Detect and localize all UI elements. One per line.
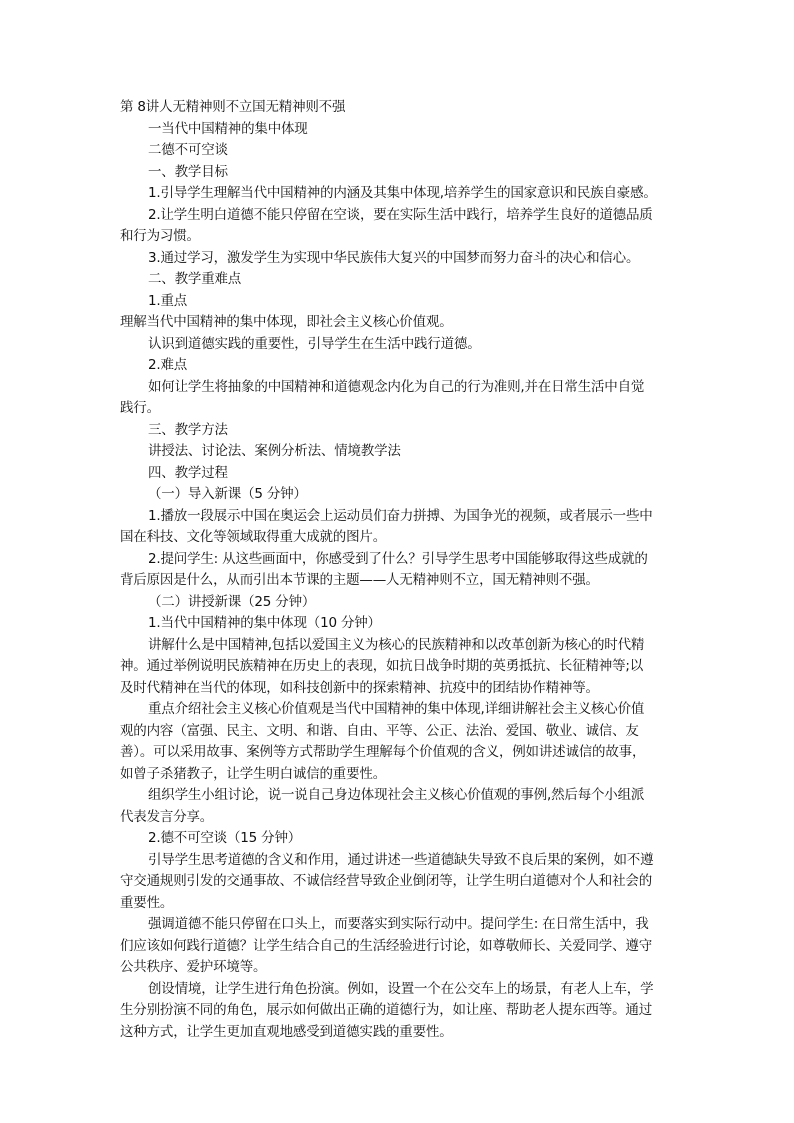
- subheading-intro: （一）导入新课（5 分钟）: [148, 486, 307, 502]
- topic-2-para-3-cont-a: 生分别扮演不同的角色，展示如何做出正确的道德行为，如让座、帮助老人提东西等。通过: [120, 1002, 652, 1018]
- topic-1-para-1: 讲解什么是中国精神,包括以爱国主义为核心的民族精神和以改革创新为核心的时代精: [148, 636, 645, 653]
- topic-1-para-2-cont-c: 如曾子杀猪教子，让学生明白诚信的重要性。: [120, 765, 386, 782]
- topic-1-para-3-cont: 代表发言分享。: [120, 808, 214, 825]
- subtitle-1: 一当代中国精神的集中体现: [148, 120, 308, 137]
- topic-2-para-2-cont-b: 公共秩序、爱护环境等。: [120, 959, 267, 975]
- topic-2-para-3-cont-b: 这种方式，让学生更加直观地感受到道德实践的重要性。: [120, 1023, 453, 1040]
- objective-3: 3.通过学习，激发学生为实现中华民族伟大复兴的中国梦而努力奋斗的决心和信心。: [148, 249, 640, 266]
- topic-2-para-1: 引导学生思考道德的含义和作用，通过讲述一些道德缺失导致不良后果的案例，如不遵: [148, 851, 654, 868]
- topic-2-para-2: 强调道德不能只停留在口头上，而要落实到实际行动中。提问学生: 在日常生活中，我: [148, 916, 649, 932]
- topic-1-para-2-cont-a: 观的内容（富强、民主、文明、和谐、自由、平等、公正、法治、爱国、敬业、诚信、友: [120, 722, 639, 739]
- section-heading-process: 四、教学过程: [148, 464, 228, 481]
- section-heading-key-points: 二、教学重难点: [148, 271, 242, 287]
- topic-1-para-2: 重点介绍社会主义核心价值观是当代中国精神的集中体现,详细讲解社会主义核心价值: [148, 701, 645, 717]
- difficulty-text-cont: 践行。: [120, 400, 160, 416]
- subheading-difficulty: 2.难点: [148, 357, 188, 373]
- objective-2-cont: 和行为习惯。: [120, 228, 200, 244]
- topic-1-para-1-cont-a: 神。通过举例说明民族精神在历史上的表现，如抗日战争时期的英勇抵抗、长征精神等;以: [120, 658, 644, 674]
- topic-2-heading: 2.德不可空谈（15 分钟）: [148, 830, 302, 846]
- topic-2-para-1-cont-a: 守交通规则引发的交通事故、不诚信经营导致企业倒闭等，让学生明白道德对个人和社会的: [120, 873, 652, 889]
- difficulty-text: 如何让学生将抽象的中国精神和道德观念内化为自己的行为准则,并在日常生活中自觉: [148, 378, 645, 395]
- key-point-2: 认识到道德实践的重要性，引导学生在生活中践行道德。: [148, 335, 481, 352]
- topic-1-para-2-cont-b: 善）。可以采用故事、案例等方式帮助学生理解每个价值观的含义，例如讲述诚信的故事，: [120, 744, 646, 760]
- section-heading-objectives: 一、教学目标: [148, 163, 228, 180]
- topic-2-para-1-cont-b: 重要性。: [120, 894, 174, 911]
- topic-1-heading: 1.当代中国精神的集中体现（10 分钟）: [148, 615, 381, 631]
- methods-text: 讲授法、讨论法、案例分析法、情境教学法: [148, 443, 401, 459]
- objective-2: 2.让学生明白道德不能只停留在空谈，要在实际生活中践行，培养学生良好的道德品质: [148, 206, 653, 223]
- document-body: [120, 97, 675, 1043]
- subtitle-2: 二德不可空谈: [148, 142, 228, 158]
- intro-step-2-cont: 背后原因是什么，从而引出本节课的主题——人无精神则不立，国无精神则不强。: [120, 572, 599, 588]
- key-point-1: 理解当代中国精神的集中体现，即社会主义核心价值观。: [120, 314, 453, 330]
- intro-step-1: 1.播放一段展示中国在奥运会上运动员们奋力拼搏、为国争光的视频，或者展示一些中: [148, 507, 653, 524]
- section-heading-methods: 三、教学方法: [148, 421, 228, 438]
- intro-step-2: 2.提问学生: 从这些画面中，你感受到了什么？引导学生思考中国能够取得这些成就的: [148, 550, 648, 567]
- topic-2-para-2-cont-a: 们应该如何践行道德？让学生结合自己的生活经验进行讨论，如尊敬师长、关爱同学、遵守: [120, 937, 652, 954]
- topic-2-para-3: 创设情境，让学生进行角色扮演。例如，设置一个在公交车上的场景，有老人上车，学: [148, 980, 654, 997]
- subheading-new-lesson: （二）讲授新课（25 分钟）: [148, 593, 316, 610]
- topic-1-para-3: 组织学生小组讨论，说一说自己身边体现社会主义核心价值观的事例,然后每个小组派: [148, 787, 645, 803]
- intro-step-1-cont: 国在科技、文化等领域取得重大成就的图片。: [120, 529, 386, 545]
- lesson-title: 第 8讲人无精神则不立国无精神则不强: [120, 99, 346, 115]
- objective-1: 1.引导学生理解当代中国精神的内涵及其集中体现,培养学生的国家意识和民族自豪感。: [148, 185, 657, 201]
- topic-1-para-1-cont-b: 及时代精神在当代的体现，如科技创新中的探索精神、抗疫中的团结协作精神等。: [120, 679, 599, 696]
- subheading-key-point: 1.重点: [148, 292, 188, 309]
